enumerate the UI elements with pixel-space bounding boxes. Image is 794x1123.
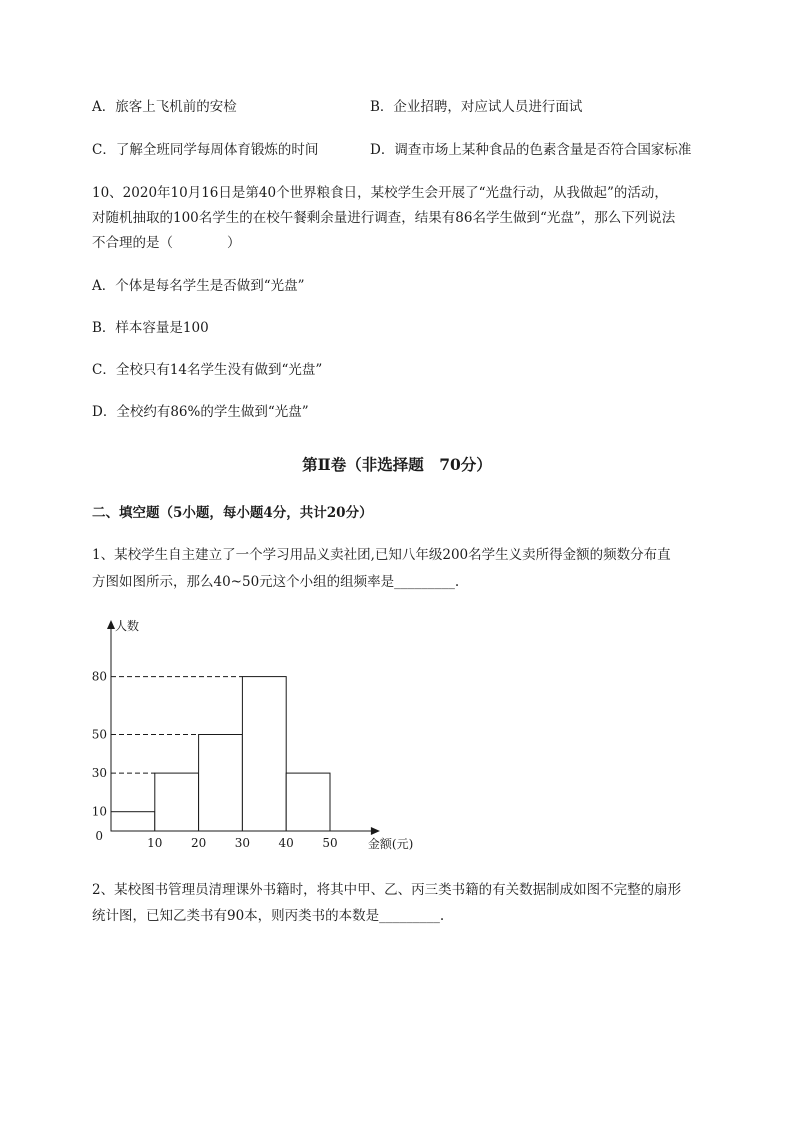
histogram-bar (111, 812, 155, 831)
q10-stem-line-2: 对随机抽取的100名学生的在校午餐剩余量进行调查，结果有86名学生做到“光盘”，那么下列说法 (92, 210, 676, 226)
q10-option-d: D．全校约有86%的学生做到“光盘” (92, 404, 309, 420)
x-tick-label: 20 (190, 836, 207, 850)
x-tick-label: 10 (147, 836, 163, 850)
fill2-line-2: 统计图，已知乙类书有90本，则丙类书的本数是_________. (92, 908, 445, 924)
histogram-bar (242, 677, 286, 831)
q10-stem-line-3: 不合理的是（ ） (92, 235, 241, 251)
q9-option-d: D．调查市场上某种食品的色素含量是否符合国家标准 (370, 142, 692, 158)
y-tick-label: 50 (91, 727, 107, 742)
histogram-bar (286, 773, 330, 831)
x-tick-label: 50 (322, 836, 338, 850)
x-axis-label: 金额(元) (367, 837, 414, 851)
origin-label: 0 (95, 829, 103, 843)
q9-option-c: C．了解全班同学每周体育锻炼的时间 (92, 142, 319, 158)
fill1-line-1: 1、某校学生自主建立了一个学习用品义卖社团,已知八年级200名学生义卖所得金额的频数分布直 (92, 547, 671, 563)
histogram-bar (199, 735, 243, 832)
histogram-bar (155, 773, 199, 831)
y-tick-label: 10 (91, 804, 107, 819)
q10-stem-line-1: 10、2020年10月16日是第40个世界粮食日，某校学生会开展了“光盘行动，从我做起”的活动， (92, 185, 668, 201)
y-tick-label: 30 (91, 766, 107, 781)
histogram-chart (86, 612, 416, 857)
fill2-line-1: 2、某校图书管理员清理课外书籍时，将其中甲、乙、丙三类书籍的有关数据制成如图不完整的扇形 (92, 882, 682, 898)
q9-option-b: B．企业招聘，对应试人员进行面试 (370, 99, 583, 115)
x-tick-label: 30 (234, 836, 251, 850)
section-title: 第Ⅱ卷（非选择题 70分） (302, 455, 492, 474)
q10-option-a: A．个体是每名学生是否做到“光盘” (92, 278, 305, 294)
y-axis-label: 人数 (115, 619, 140, 633)
x-axis-arrow (371, 827, 380, 835)
q10-option-b: B．样本容量是100 (92, 320, 209, 336)
section-heading: 二、填空题（5小题，每小题4分，共计20分） (92, 505, 373, 521)
fill1-line-2: 方图如图所示，那么40~50元这个小组的组频率是_________. (92, 574, 460, 590)
y-axis-arrow (107, 620, 115, 629)
q9-option-a: A．旅客上飞机前的安检 (92, 99, 237, 115)
q10-option-c: C．全校只有14名学生没有做到“光盘” (92, 362, 323, 378)
x-tick-label: 40 (278, 836, 294, 850)
y-tick-label: 80 (91, 669, 107, 684)
